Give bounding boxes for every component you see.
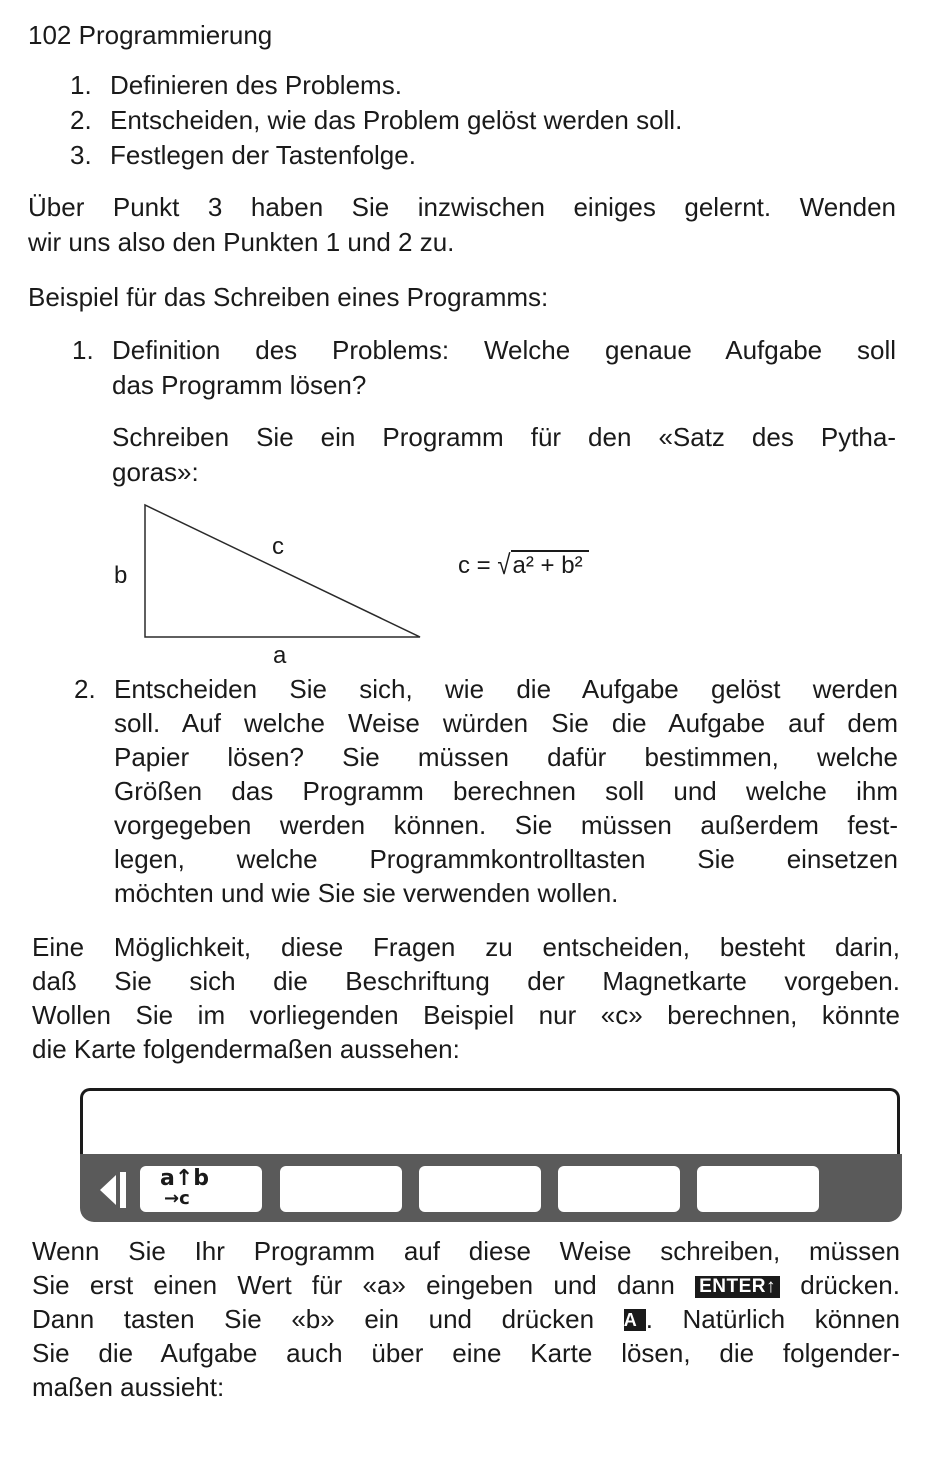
enter-key-icon: ENTER↑ (695, 1276, 780, 1298)
item-2-line: Größen das Programm berechnen soll und welche ihm (114, 776, 898, 806)
card-key-4 (558, 1166, 680, 1212)
paragraph-3-text: drücken. (800, 1270, 900, 1300)
step-number: 3. (70, 140, 92, 170)
item-2-line: möchten und wie Sie sie verwenden wollen. (114, 878, 619, 908)
pythagoras-formula (458, 550, 589, 580)
item-2-line: Entscheiden Sie sich, wie die Aufgabe gelöst werden (114, 674, 898, 704)
item-1-number: 1. (72, 335, 94, 365)
paragraph-3-line (32, 1302, 900, 1336)
item-2-line: soll. Auf welche Weise würden Sie die Aufgabe auf dem (114, 708, 898, 738)
sqrt-icon: √ (497, 549, 511, 581)
paragraph-3-text: . Natürlich können (645, 1304, 901, 1334)
paragraph-3-line: maßen aussieht: (32, 1372, 225, 1402)
paragraph-3-text: Dann tasten Sie «b» ein und drücken (32, 1304, 595, 1334)
paragraph-1-line: Über Punkt 3 haben Sie inzwischen einiges gelernt. Wenden (28, 192, 896, 222)
paragraph-2-line: die Karte folgendermaßen aussehen: (32, 1034, 460, 1064)
paragraph-3-line (32, 1268, 900, 1302)
card-key-3 (419, 1166, 541, 1212)
step-number: 2. (70, 105, 92, 135)
paragraph-3-line: Sie die Aufgabe auch über eine Karte lösen, die folgender- (32, 1338, 900, 1368)
card-insert-arrow-icon (100, 1175, 116, 1205)
page-header: 102 Programmierung (28, 20, 273, 50)
item-1-sub-line: Schreiben Sie ein Programm für den «Satz des Pytha- (112, 422, 896, 452)
paragraph-1-line: wir uns also den Punkten 1 und 2 zu. (28, 227, 455, 257)
triangle-shape (145, 505, 420, 637)
label-a: a (273, 642, 287, 669)
item-2-line: Papier lösen? Sie müssen dafür bestimmen, welche (114, 742, 898, 772)
item-2-number: 2. (74, 674, 96, 704)
formula-radicand: a² + b² (511, 550, 589, 580)
item-1-line: Definition des Problems: Welche genaue Aufgabe soll (112, 335, 896, 365)
card-key-1-top: a↑b (160, 1166, 210, 1191)
right-triangle-figure (0, 0, 950, 700)
step-number: 1. (70, 70, 92, 100)
item-2-line: legen, welche Programmkontrolltasten Sie einsetzen (114, 844, 898, 874)
paragraph-3-line: Wenn Sie Ihr Programm auf diese Weise schreiben, müssen (32, 1236, 900, 1266)
example-title: Beispiel für das Schreiben eines Programms: (28, 282, 549, 312)
paragraph-2-line: Eine Möglichkeit, diese Fragen zu entscheiden, besteht darin, (32, 932, 900, 962)
step-text: Definieren des Problems. (110, 70, 402, 100)
magnetic-card-body (80, 1088, 900, 1154)
a-key-icon: A (624, 1309, 646, 1331)
formula-lhs: c = (458, 552, 491, 579)
item-1-sub-line: goras»: (112, 457, 199, 487)
paragraph-3-text: Sie erst einen Wert für «a» eingeben und dann (32, 1270, 675, 1300)
card-key-1-bottom: →c (164, 1188, 190, 1209)
step-text: Festlegen der Tastenfolge. (110, 140, 416, 170)
paragraph-2-line: Wollen Sie im vorliegenden Beispiel nur «c» berechnen, könnte (32, 1000, 900, 1030)
step-text: Entscheiden, wie das Problem gelöst werden soll. (110, 105, 683, 135)
label-b: b (114, 562, 128, 589)
card-key-5 (697, 1166, 819, 1212)
item-2-line: vorgegeben werden können. Sie müssen außerdem fest- (114, 810, 898, 840)
card-key-2 (280, 1166, 402, 1212)
item-1-line: das Programm lösen? (112, 370, 367, 400)
card-stub (120, 1172, 126, 1208)
card-key-1-label (160, 1168, 209, 1208)
paragraph-2-line: daß Sie sich die Beschriftung der Magnetkarte vorgeben. (32, 966, 900, 996)
label-c: c (272, 533, 284, 560)
